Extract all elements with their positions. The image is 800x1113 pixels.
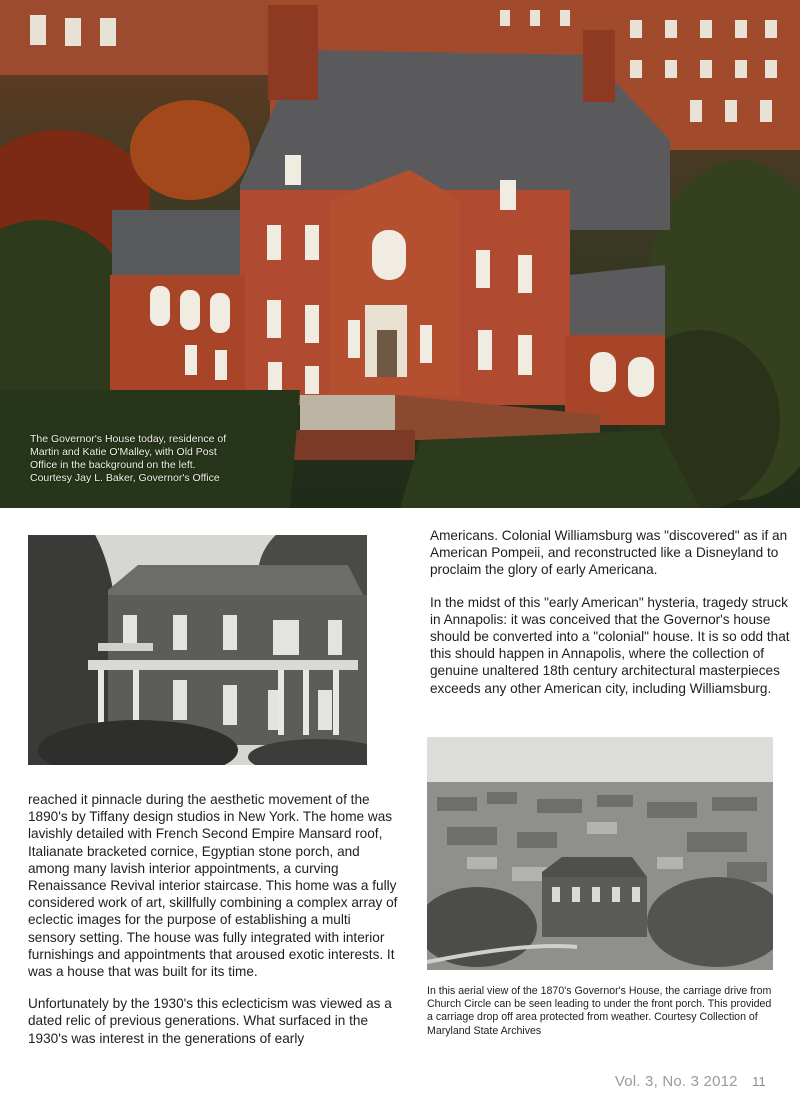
- left-column-text: [28, 791, 398, 1062]
- page-number: 11: [752, 1074, 766, 1089]
- hero-photo: [0, 0, 800, 508]
- governors-house-illustration: [0, 0, 800, 508]
- right-column-text: [430, 527, 792, 712]
- paragraph: In the midst of this "early American" hysteria, tragedy struck in Annapolis: it was conceived that the Governor's house should be converted into a "colonial" house. It is so odd that this should happen in Annapolis, where the collection of genuine unaltered 18th century architectural masterpieces exceeds any other American city, including Williamsburg.: [430, 594, 790, 696]
- paragraph: reached it pinnacle during the aesthetic movement of the 1890's by Tiffany design studios in New York. The home was lavishly detailed with French Second Empire Mansard roof, Italianate bracketed cornice, Egyptian stone porch, and among many lavish interior appointments, a curving Renaissance Revival interior staircase. This home was a fully considered work of art, skillfully combining a complex array of eclectic images for the purpose of establishing a multi sensory setting. The house was fully integrated with interior furnishings and appointments that aroused exotic interests. It was a house that was built for its time.: [28, 792, 398, 980]
- page-footer: [615, 1073, 766, 1090]
- volume-label: Vol. 3, No. 3 2012: [614, 1073, 738, 1090]
- historic-house-photo: [28, 535, 367, 765]
- paragraph: Americans. Colonial Williamsburg was "discovered" as if an American Pompeii, and reconstructed like a Disneyland to proclaim the glory of early Americana.: [430, 528, 788, 578]
- hero-caption-line: Courtesy Jay L. Baker, Governor's Office: [30, 472, 220, 484]
- aerial-photo: [427, 737, 773, 970]
- hero-caption-line: The Governor's House today, residence of: [30, 433, 227, 445]
- aerial-town-illustration: [427, 737, 773, 970]
- paragraph: Unfortunately by the 1930's this eclecticism was viewed as a dated relic of previous generations. What surfaced in the 1930's was interest in the generations of early: [28, 996, 392, 1046]
- hero-caption-line: Martin and Katie O'Malley, with Old Post: [30, 446, 217, 458]
- historic-house-illustration: [28, 535, 367, 765]
- hero-caption: [30, 433, 280, 485]
- hero-caption-line: Office in the background on the left.: [30, 459, 196, 471]
- aerial-photo-caption: In this aerial view of the 1870's Governor's House, the carriage drive from Church Circle can be seen leading to under the front porch. This provided a carriage drop off area protected from weather. Courtesy Collection of Maryland State Archives: [427, 985, 772, 1037]
